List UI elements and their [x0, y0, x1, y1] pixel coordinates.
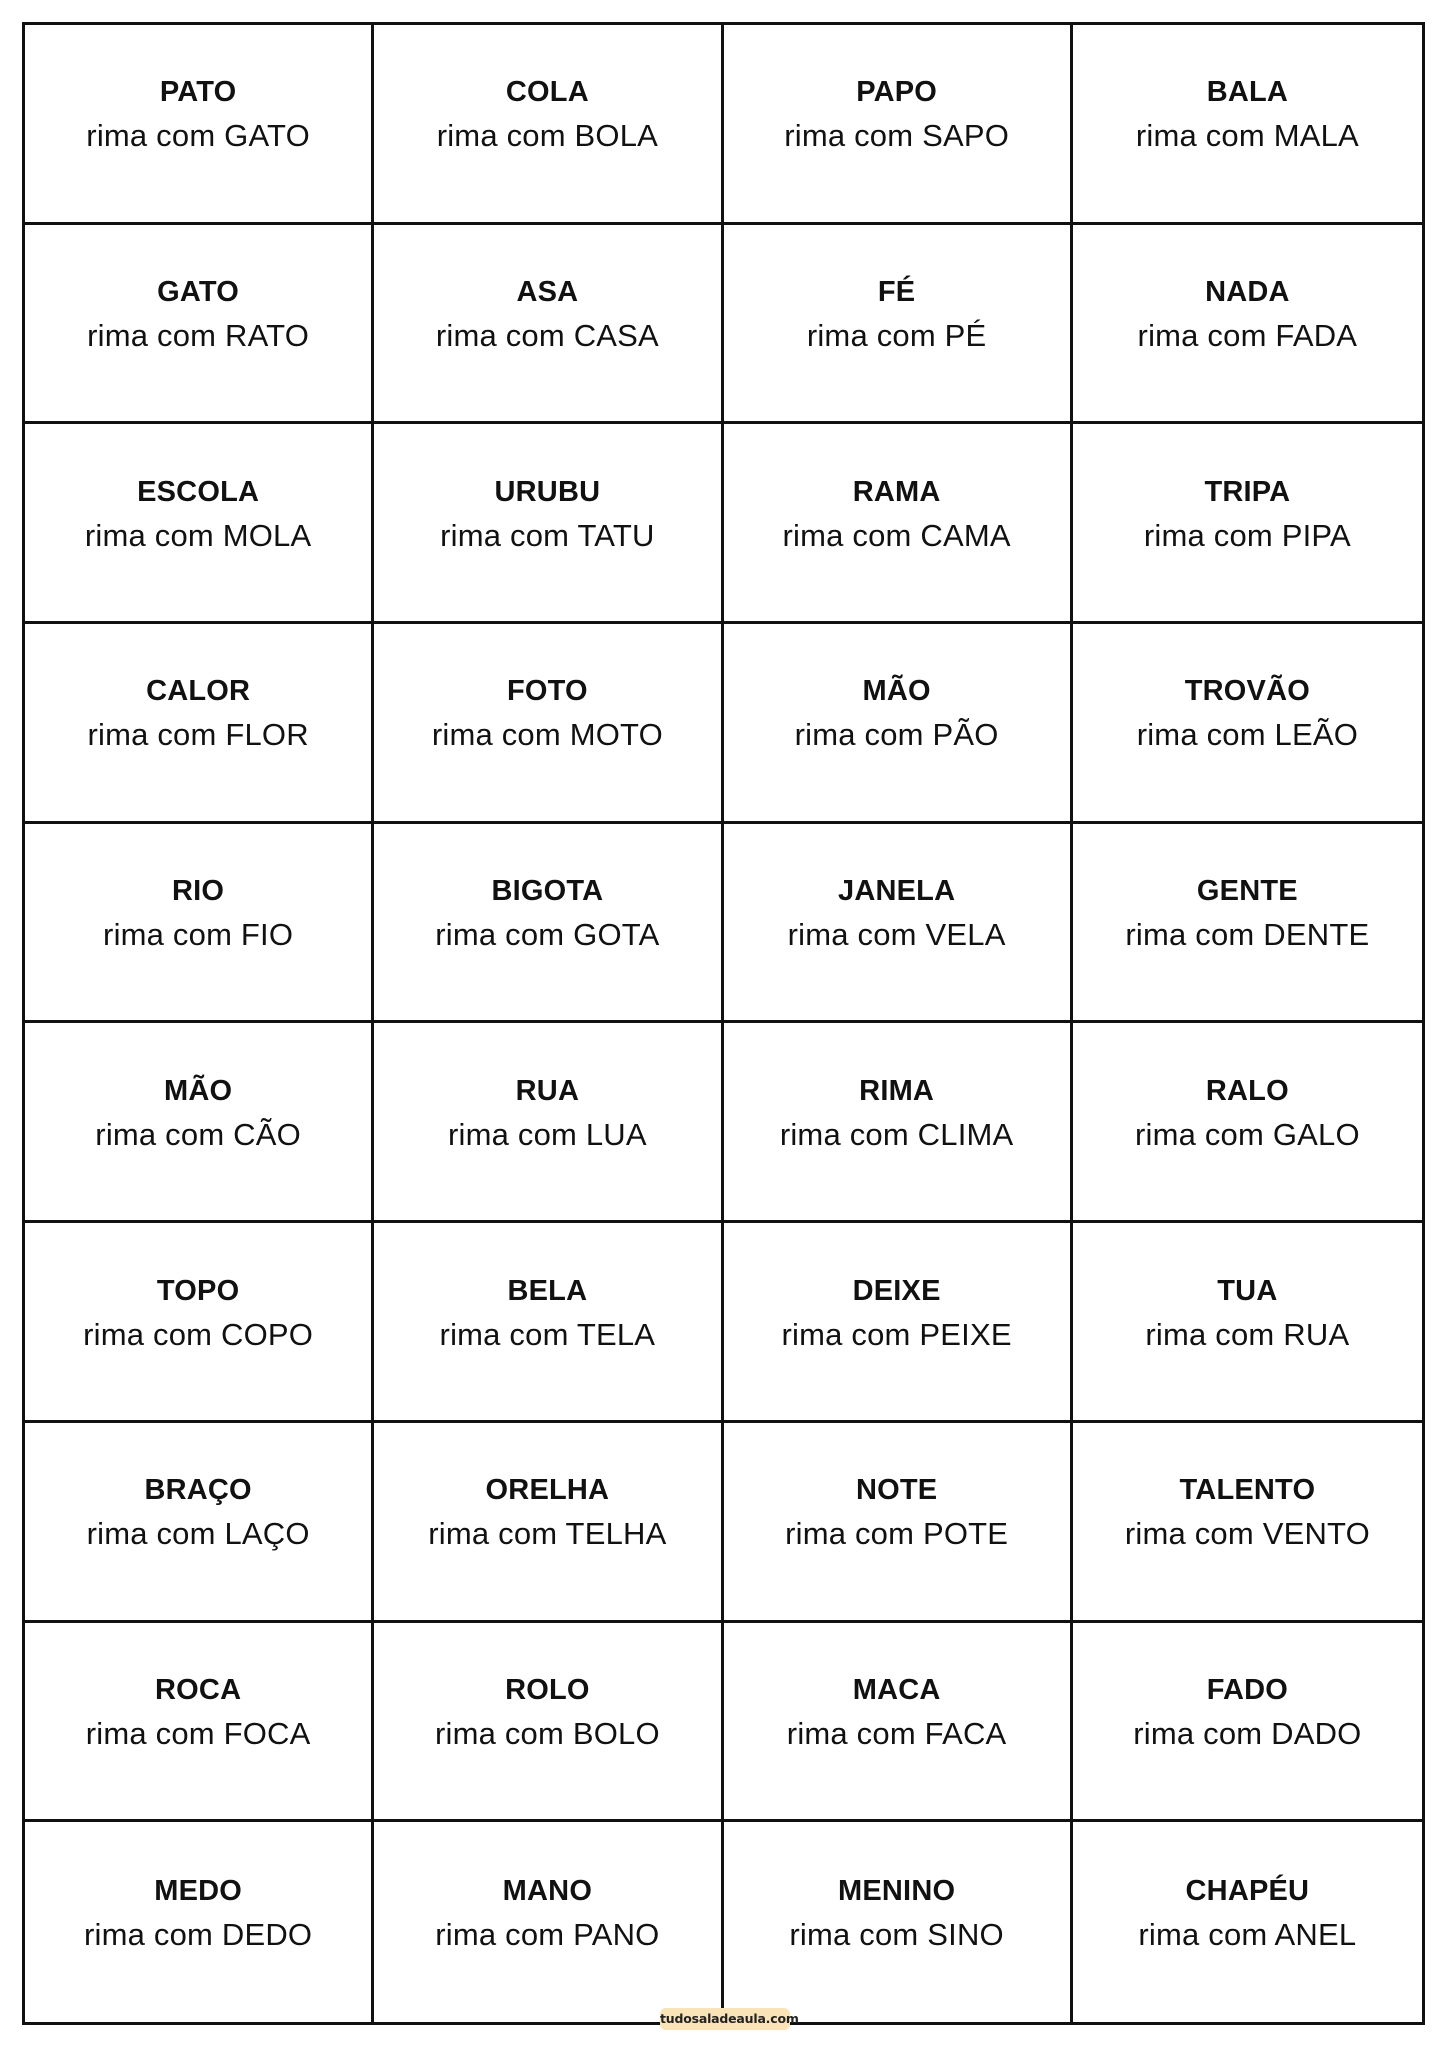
card-rhyme: rima com GOTA [435, 917, 660, 953]
card-word: DEIXE [852, 1274, 941, 1307]
card-word: GATO [157, 276, 240, 309]
card-rhyme: rima com FIO [103, 917, 294, 953]
rhyme-card [374, 225, 723, 425]
rhyme-card [724, 624, 1073, 824]
rhyme-grid [22, 22, 1425, 2025]
rhyme-card [1073, 1822, 1422, 2022]
card-word: BIGOTA [491, 875, 604, 908]
card-rhyme: rima com DEDO [84, 1917, 313, 1953]
card-rhyme: rima com DENTE [1125, 917, 1370, 953]
rhyme-card [1073, 1023, 1422, 1223]
card-word: GENTE [1196, 875, 1298, 908]
card-rhyme: rima com PIPA [1143, 517, 1351, 553]
card-rhyme: rima com LUA [447, 1116, 647, 1152]
card-word: NADA [1205, 276, 1290, 309]
rhyme-card [374, 624, 723, 824]
card-rhyme: rima com VENTO [1124, 1516, 1370, 1552]
card-rhyme: rima com POTE [785, 1516, 1009, 1552]
rhyme-card [1073, 1223, 1422, 1423]
card-word: ORELHA [485, 1474, 610, 1507]
card-rhyme: rima com TATU [440, 517, 655, 553]
rhyme-card [25, 624, 374, 824]
card-rhyme: rima com GATO [86, 118, 310, 154]
rhyme-card [374, 424, 723, 624]
card-rhyme: rima com PÉ [806, 318, 987, 354]
card-rhyme: rima com TELA [439, 1316, 656, 1352]
card-word: TOPO [156, 1274, 240, 1307]
rhyme-card [25, 225, 374, 425]
card-word: MACA [852, 1673, 941, 1706]
rhyme-card [724, 25, 1073, 225]
card-word: ROCA [155, 1673, 242, 1706]
card-word: ROLO [505, 1673, 590, 1706]
rhyme-card [724, 225, 1073, 425]
card-word: ASA [516, 276, 579, 309]
rhyme-card [25, 1223, 374, 1423]
card-rhyme: rima com TELHA [428, 1516, 667, 1552]
card-word: COLA [505, 76, 589, 109]
rhyme-card [374, 1023, 723, 1223]
rhyme-card [1073, 424, 1422, 624]
card-word: JANELA [838, 875, 956, 908]
card-rhyme: rima com RATO [87, 318, 310, 354]
card-rhyme: rima com LEÃO [1136, 717, 1359, 753]
card-word: URUBU [494, 475, 601, 508]
card-word: TALENTO [1179, 1474, 1316, 1507]
card-word: RIMA [859, 1074, 935, 1107]
card-rhyme: rima com BOLA [436, 118, 659, 154]
card-word: FADO [1206, 1673, 1289, 1706]
card-rhyme: rima com SAPO [784, 118, 1010, 154]
card-word: CHAPÉU [1185, 1875, 1310, 1908]
card-word: NOTE [855, 1474, 938, 1507]
card-rhyme: rima com DADO [1133, 1715, 1362, 1751]
card-rhyme: rima com CASA [435, 318, 659, 354]
rhyme-card [724, 424, 1073, 624]
card-word: MÃO [862, 675, 931, 708]
card-word: TRIPA [1204, 475, 1291, 508]
card-word: RAMA [852, 475, 941, 508]
rhyme-card [374, 1423, 723, 1623]
card-rhyme: rima com GALO [1134, 1116, 1360, 1152]
card-word: BRAÇO [144, 1474, 252, 1507]
rhyme-card [374, 1223, 723, 1423]
card-rhyme: rima com FACA [786, 1715, 1007, 1751]
card-rhyme: rima com MOTO [431, 717, 663, 753]
card-word: RIO [172, 875, 225, 908]
card-rhyme: rima com FADA [1137, 318, 1358, 354]
card-word: ESCOLA [137, 475, 260, 508]
rhyme-card [374, 25, 723, 225]
rhyme-card [724, 1423, 1073, 1623]
rhyme-card [25, 424, 374, 624]
card-word: BALA [1206, 76, 1289, 109]
rhyme-card [25, 25, 374, 225]
card-rhyme: rima com SINO [789, 1917, 1004, 1953]
card-word: BELA [507, 1274, 588, 1307]
card-word: TUA [1217, 1274, 1278, 1307]
rhyme-card [374, 1623, 723, 1823]
card-rhyme: rima com VELA [787, 917, 1006, 953]
rhyme-card [724, 824, 1073, 1024]
rhyme-card [1073, 25, 1422, 225]
card-rhyme: rima com COPO [83, 1316, 314, 1352]
card-rhyme: rima com PÃO [794, 717, 999, 753]
rhyme-card [25, 1623, 374, 1823]
card-word: PAPO [856, 76, 938, 109]
card-rhyme: rima com MALA [1135, 118, 1359, 154]
rhyme-card [25, 1023, 374, 1223]
rhyme-card [25, 1822, 374, 2022]
rhyme-card [724, 1023, 1073, 1223]
rhyme-card [724, 1223, 1073, 1423]
card-rhyme: rima com CAMA [782, 517, 1011, 553]
card-rhyme: rima com PANO [435, 1917, 660, 1953]
card-rhyme: rima com RUA [1145, 1316, 1350, 1352]
card-word: TROVÃO [1184, 675, 1310, 708]
rhyme-card [1073, 1623, 1422, 1823]
card-rhyme: rima com PEIXE [781, 1316, 1012, 1352]
card-rhyme: rima com MOLA [84, 517, 312, 553]
rhyme-card [1073, 624, 1422, 824]
card-rhyme: rima com CLIMA [779, 1116, 1014, 1152]
card-rhyme: rima com ANEL [1138, 1917, 1357, 1953]
card-word: RALO [1205, 1074, 1289, 1107]
rhyme-card [1073, 824, 1422, 1024]
rhyme-card [724, 1623, 1073, 1823]
card-rhyme: rima com FOCA [85, 1715, 311, 1751]
rhyme-card [374, 1822, 723, 2022]
rhyme-card [25, 1423, 374, 1623]
card-rhyme: rima com CÃO [95, 1116, 301, 1152]
rhyme-card [1073, 225, 1422, 425]
card-word: RUA [515, 1074, 580, 1107]
card-rhyme: rima com LAÇO [86, 1516, 310, 1552]
card-word: MENINO [838, 1875, 956, 1908]
site-watermark: tudosaladeaula.com [660, 2008, 790, 2030]
card-word: FÉ [877, 276, 916, 309]
rhyme-card [374, 824, 723, 1024]
rhyme-card [25, 824, 374, 1024]
card-word: MÃO [163, 1074, 233, 1107]
card-word: MEDO [154, 1875, 243, 1908]
rhyme-card [1073, 1423, 1422, 1623]
card-rhyme: rima com BOLO [434, 1715, 660, 1751]
card-word: MANO [502, 1875, 593, 1908]
card-rhyme: rima com FLOR [87, 717, 309, 753]
card-word: PATO [159, 76, 237, 109]
rhyme-card [724, 1822, 1073, 2022]
card-word: FOTO [506, 675, 588, 708]
card-word: CALOR [146, 675, 251, 708]
